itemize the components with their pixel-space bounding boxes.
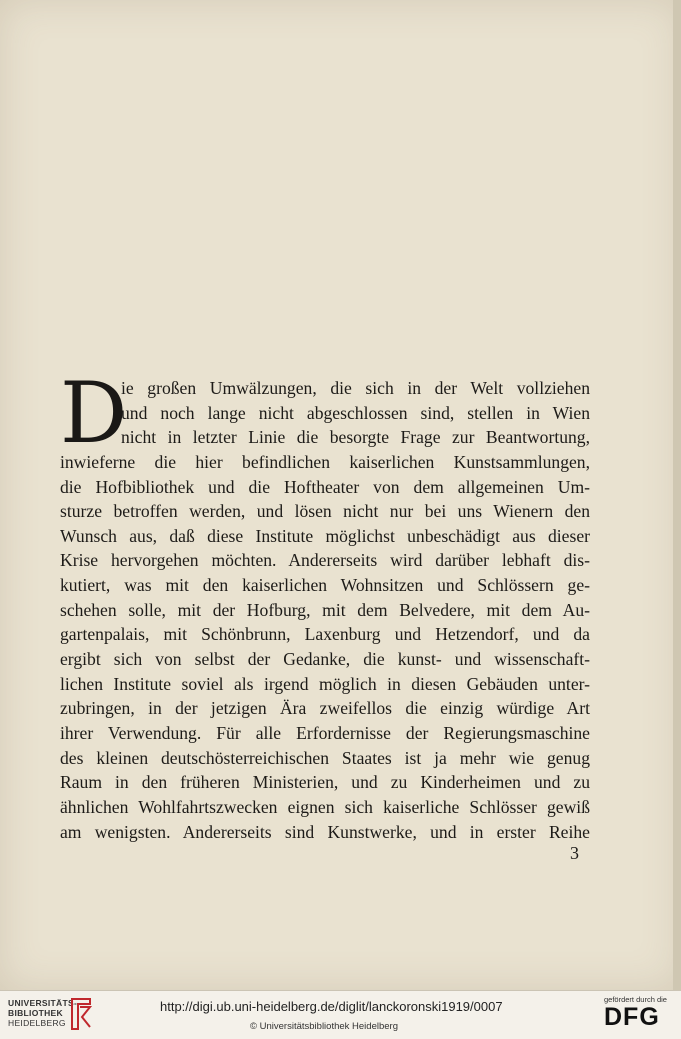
text-line: und noch lange nicht abgeschlossen sind, stellen in Wien	[121, 402, 590, 423]
copyright-notice: © Universitätsbibliothek Heidelberg	[250, 1021, 398, 1032]
bleed-through-text	[60, 92, 630, 372]
text-line: Wunsch aus, daß diese Institute möglichst unbeschädigt aus dieser	[60, 525, 590, 546]
text-line: am wenigsten. Andererseits sind Kunstwerke, und in erster Reihe	[60, 821, 590, 842]
text-line: gartenpalais, mit Schönbrunn, Laxenburg und Hetzendorf, und da	[60, 624, 590, 645]
text-line: Raum in den früheren Ministerien, und zu Kinderheimen und zu	[60, 772, 590, 793]
text-line: zubringen, in der jetzigen Ära zweifellos die einzig würdige Art	[60, 698, 590, 719]
library-logo-text	[8, 998, 77, 1028]
text-line: ihrer Verwendung. Für alle Erfordernisse der Regierungsmaschine	[60, 722, 590, 743]
library-name-line: BIBLIOTHEK	[8, 1008, 63, 1018]
text-line: inwieferne die hier befindlichen kaiserlichen Kunstsammlungen,	[60, 451, 590, 472]
text-line: die Hofbibliothek und die Hoftheater von dem allgemeinen Um-	[60, 476, 590, 497]
library-logo-icon	[68, 995, 94, 1033]
page-edge	[673, 0, 681, 990]
text-line: des kleinen deutschösterreichischen Staates ist ja mehr wie genug	[60, 747, 590, 768]
digitization-footer	[0, 990, 681, 1039]
library-name-line: UNIVERSITÄTS-	[8, 998, 78, 1008]
dfg-logo: DFG	[604, 1003, 660, 1031]
text-line: ie großen Umwälzungen, die sich in der Welt vollziehen	[121, 378, 590, 398]
text-line: ähnlichen Wohlfahrtszwecken eignen sich kaiserliche Schlösser gewiß	[60, 796, 590, 817]
body-text	[60, 364, 590, 844]
drop-cap: D	[60, 364, 128, 462]
page-number: 3	[570, 843, 579, 863]
permalink-url[interactable]: http://digi.ub.uni-heidelberg.de/diglit/lanckoronski1919/0007	[160, 999, 503, 1014]
text-line: kutiert, was mit den kaiserlichen Wohnsitzen und Schlössern ge-	[60, 575, 590, 596]
text-line: schehen solle, mit der Hofburg, mit dem Belvedere, mit dem Au-	[60, 599, 590, 620]
text-line: lichen Institute soviel als irgend möglich in diesen Gebäuden unter-	[60, 673, 590, 694]
text-line: sturze betroffen werden, und lösen nicht nur bei uns Wienern den	[60, 501, 590, 522]
library-city-line: HEIDELBERG	[8, 1018, 66, 1028]
funding-label: gefördert durch die	[604, 995, 667, 1004]
text-line: nicht in letzter Linie die besorgte Frage zur Beantwortung,	[121, 427, 590, 448]
text-line: Krise hervorgehen möchten. Andererseits wird darüber lebhaft dis-	[60, 550, 590, 571]
text-line: ergibt sich von selbst der Gedanke, die kunst- und wissenschaft-	[60, 649, 590, 670]
